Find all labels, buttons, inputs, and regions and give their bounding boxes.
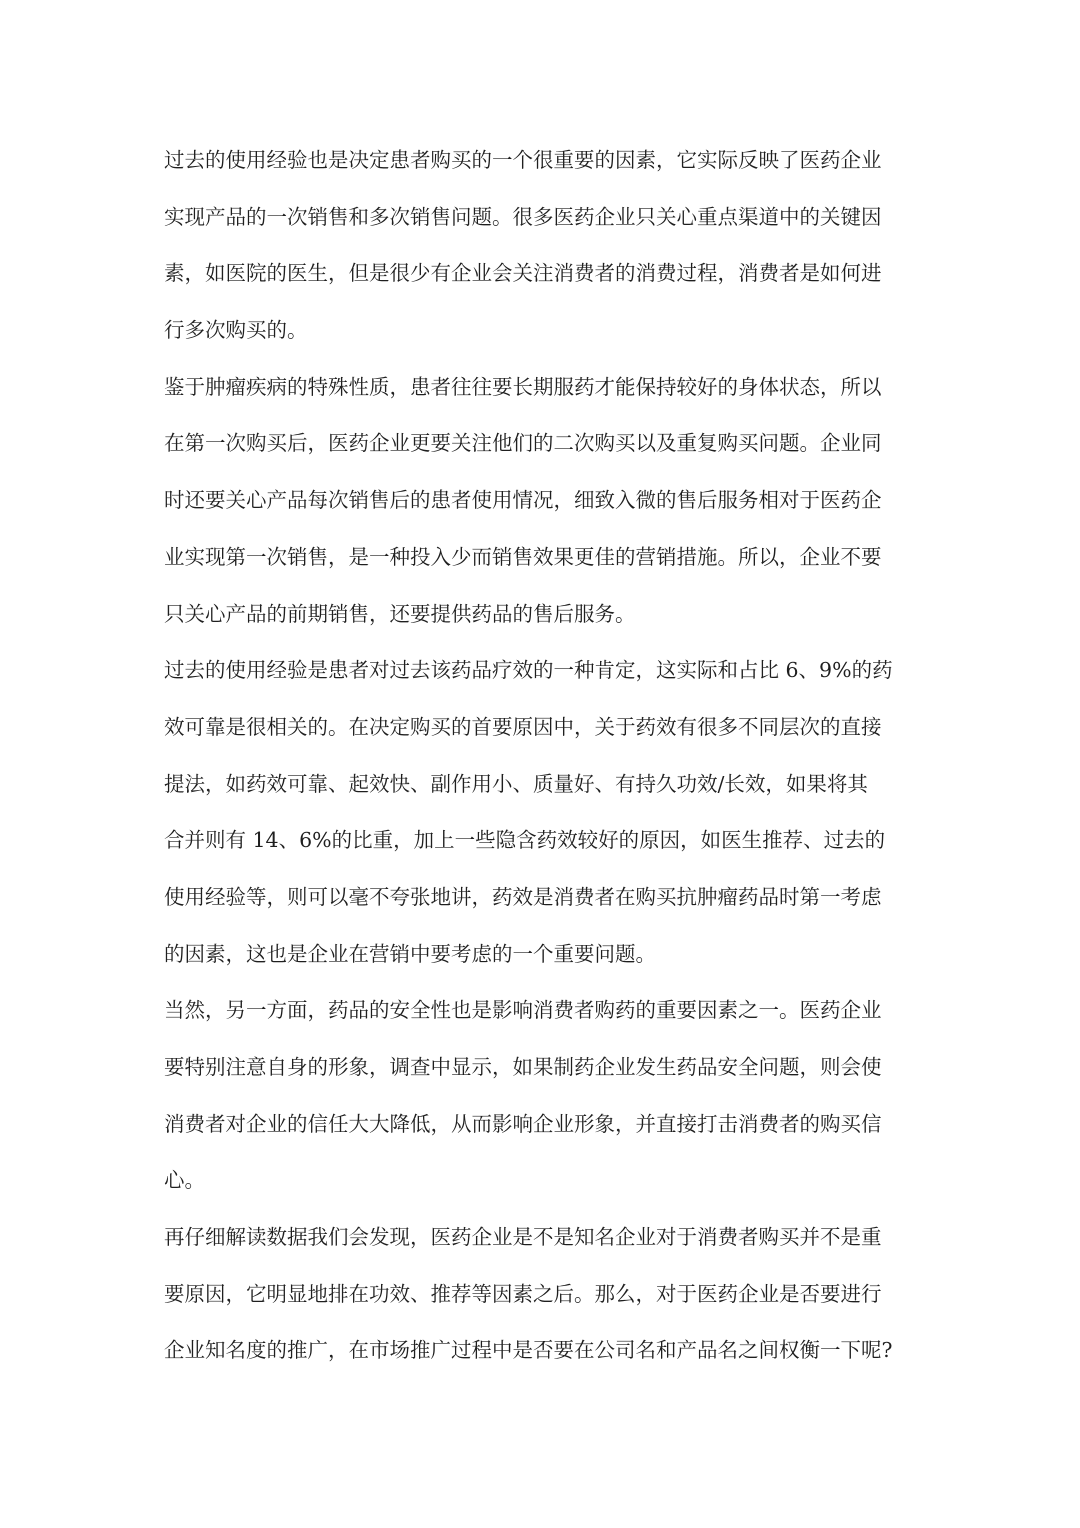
text-line: 消费者对企业的信任大大降低，从而影响企业形象，并直接打击消费者的购买信 bbox=[164, 1111, 882, 1136]
text-line: 时还要关心产品每次销售后的患者使用情况，细致入微的售后服务相对于医药企 bbox=[164, 488, 882, 513]
text-line: 当然，另一方面，药品的安全性也是影响消费者购药的重要因素之一。医药企业 bbox=[164, 998, 882, 1023]
paragraph-4 bbox=[164, 982, 920, 1209]
text-line: 提法，如药效可靠、起效快、副作用小、质量好、有持久功效/长效，如果将其 bbox=[164, 771, 868, 796]
text-line: 过去的使用经验是患者对过去该药品疗效的一种肯定，这实际和占比 6、9%的药 bbox=[164, 658, 893, 683]
text-line: 过去的使用经验也是决定患者购买的一个很重要的因素，它实际反映了医药企业 bbox=[164, 148, 882, 172]
text-line: 业实现第一次销售，是一种投入少而销售效果更佳的营销措施。所以，企业不要 bbox=[164, 544, 882, 569]
text-line: 素，如医院的医生，但是很少有企业会关注消费者的消费过程，消费者是如何进 bbox=[164, 261, 882, 286]
text-line: 行多次购买的。 bbox=[164, 318, 308, 343]
text-line: 心。 bbox=[164, 1168, 205, 1193]
text-line: 鉴于肿瘤疾病的特殊性质，患者往往要长期服药才能保持较好的身体状态，所以 bbox=[164, 374, 882, 399]
text-line: 在第一次购买后，医药企业更要关注他们的二次购买以及重复购买问题。企业同 bbox=[164, 431, 882, 456]
text-line: 的因素，这也是企业在营销中要考虑的一个重要问题。 bbox=[164, 941, 656, 966]
text-line: 效可靠是很相关的。在决定购买的首要原因中，关于药效有很多不同层次的直接 bbox=[164, 714, 882, 739]
text-line: 要原因，它明显地排在功效、推荐等因素之后。那么，对于医药企业是否要进行 bbox=[164, 1281, 882, 1306]
text-line: 再仔细解读数据我们会发现，医药企业是不是知名企业对于消费者购买并不是重 bbox=[164, 1225, 882, 1250]
text-line: 合并则有 14、6%的比重，加上一些隐含药效较好的原因，如医生推荐、过去的 bbox=[164, 828, 886, 853]
paragraph-3 bbox=[164, 642, 920, 982]
text-line: 要特别注意自身的形象，调查中显示，如果制药企业发生药品安全问题，则会使 bbox=[164, 1055, 882, 1079]
text-line: 实现产品的一次销售和多次销售问题。很多医药企业只关心重点渠道中的关键因 bbox=[164, 204, 882, 229]
text-line: 只关心产品的前期销售，还要提供药品的售后服务。 bbox=[164, 601, 636, 626]
text-line: 使用经验等，则可以毫不夸张地讲，药效是消费者在购买抗肿瘤药品时第一考虑 bbox=[164, 884, 882, 909]
paragraph-1 bbox=[164, 132, 920, 359]
paragraph-2 bbox=[164, 359, 920, 642]
document-body bbox=[164, 132, 920, 1379]
text-line: 企业知名度的推广，在市场推广过程中是否要在公司名和产品名之间权衡一下呢? bbox=[164, 1338, 893, 1363]
paragraph-5 bbox=[164, 1209, 920, 1379]
